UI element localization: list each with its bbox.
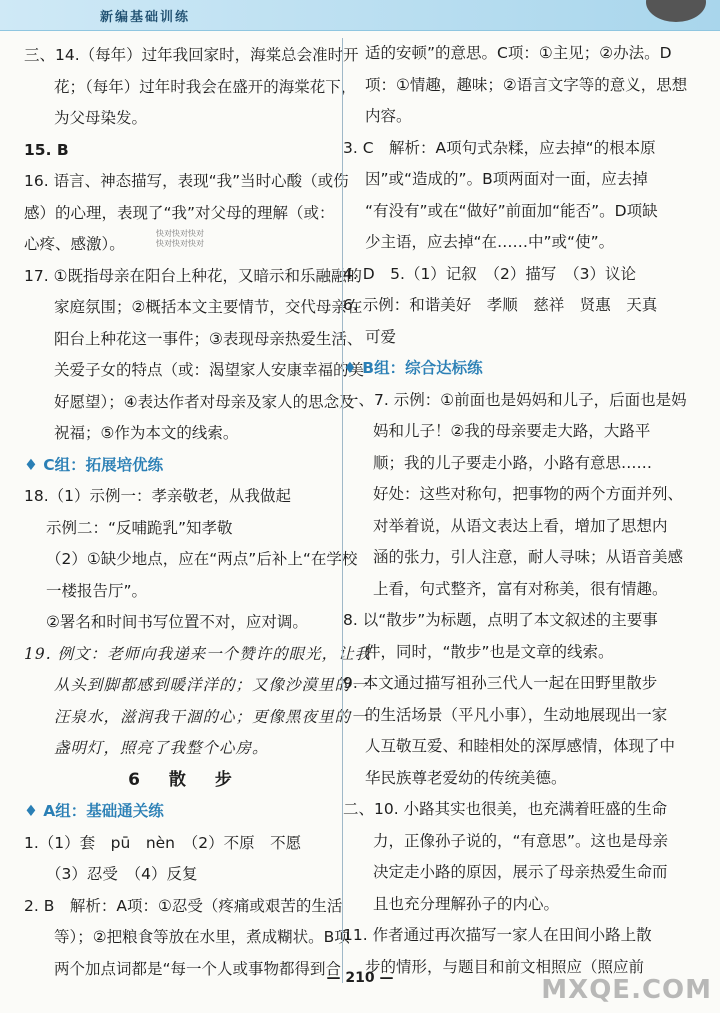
answer-line: 3. C 解析：A项句式杂糅，应去掉“的根本原 [343, 138, 656, 157]
stamp-line: 快对快对快对 [156, 229, 204, 238]
answer-line: 件，同时，“散步”也是文章的线索。 [365, 642, 614, 661]
answer-line: 人互敬互爱、和睦相处的深厚感情，体现了中 [365, 737, 676, 755]
answer-line: 对举着说，从语文表达上看，增加了思想内 [373, 516, 668, 535]
stamp-text [156, 229, 204, 249]
section-heading: ♦ B组：综合达标练 [343, 359, 483, 377]
answer-line: 祝福；⑤作为本文的线索。 [54, 424, 239, 442]
header-title: 新编基础训练 [100, 10, 191, 25]
answer-line: 少主语，应去掉“在……中”或“使”。 [365, 233, 615, 251]
answer-line: 17. ①既指母亲在阳台上种花，又暗示和乐融融的 [24, 266, 362, 285]
answer-line: 花；（每年）过年时我会在盛开的海棠花下， [54, 77, 357, 96]
watermark-text: MXQE.COM [541, 975, 712, 1005]
section-heading: ♦ A组：基础通关练 [24, 802, 164, 820]
answer-line: 华民族尊老爱幼的传统美德。 [365, 768, 567, 787]
answer-line: 4. D 5.（1）记叙 （2）描写 （3）议论 [343, 264, 637, 283]
answer-line: 示例二：“反哺跪乳”知孝敬 [46, 518, 233, 537]
lesson-title: 6 散 步 [128, 769, 238, 790]
answer-line: 好处：这些对称句，把事物的两个方面并列、 [373, 485, 684, 503]
answer-line: （2）①缺少地点，应在“两点”后补上“在学校 [46, 550, 358, 568]
answer-line: 二、10. 小路其实也很美，也充满着旺盛的生命 [343, 800, 668, 818]
answer-line: 盏明灯，照亮了我整个心房。 [54, 739, 269, 757]
answer-line: 19. 例文：老师向我递来一个赞许的眼光，让我 [24, 644, 372, 663]
answer-line: 15. B [24, 140, 69, 159]
stamp-line: 快对快对快对 [156, 239, 204, 248]
answer-line: 且也充分理解孙子的内心。 [373, 894, 560, 913]
page-number: — 210 — [326, 970, 394, 986]
answer-line: （3）忍受 （4）反复 [46, 865, 198, 883]
answer-line: 顺；我的儿子要走小路，小路有意思…… [373, 453, 653, 472]
answer-line: 家庭氛围；②概括本文主要情节，交代母亲在 [54, 298, 363, 316]
answer-line: 阳台上种花这一事件；③表现母亲热爱生活、 [54, 329, 363, 348]
answer-line: 内容。 [365, 107, 412, 125]
corner-decoration [646, 0, 706, 22]
answer-line: 好愿望）；④表达作者对母亲及家人的思念及 [54, 392, 355, 411]
answer-line: 11. 作者通过再次描写一家人在田间小路上散 [343, 926, 652, 944]
answer-line: 从头到脚都感到暖洋洋的；又像沙漠里的一 [54, 676, 368, 694]
answer-line: 8. 以“散步”为标题，点明了本文叙述的主要事 [343, 611, 658, 629]
answer-line: 项：①情趣，趣味；②语言文字等的意义，思想 [365, 75, 688, 94]
answer-line: 6. 示例：和谐美好 孝顺 慈祥 贤惠 天真 [343, 296, 658, 314]
answer-line: 因”或“造成的”。B项两面对一面，应去掉 [365, 170, 648, 188]
answer-line: 上看，句式整齐，富有对称美，很有情趣。 [373, 579, 668, 598]
header-band [0, 0, 720, 31]
answer-line: 心疼、感激）。 [24, 235, 125, 253]
answer-line: 一、7. 示例：①前面也是妈妈和儿子，后面也是妈 [343, 390, 687, 409]
answer-line: 的生活场景（平凡小事），生动地展现出一家 [365, 705, 668, 724]
answer-line: 16. 语言、神态描写，表现“我”当时心酸（或伤 [24, 172, 349, 190]
answer-line: 决定走小路的原因，展示了母亲热爱生命而 [373, 863, 668, 881]
answer-line: 涵的张力，引人注意，耐人寻味；从语音美感 [373, 548, 684, 566]
right-column [342, 38, 688, 983]
answer-line: 适的安顿”的意思。C项：①主见；②办法。D [365, 44, 672, 62]
answer-line: 1.（1）套 pū nèn （2）不原 不愿 [24, 833, 302, 852]
answer-line: 一楼报告厅”。 [46, 581, 148, 600]
answer-line: ②署名和时间书写位置不对，应对调。 [46, 613, 308, 631]
answer-line: 妈和儿子！②我的母亲要走大路，大路平 [373, 422, 651, 440]
answer-line: 9. 本文通过描写祖孙三代人一起在田野里散步 [343, 674, 658, 692]
answer-line: 三、14.（每年）过年我回家时，海棠总会准时开 [24, 46, 359, 64]
answer-line: 两个加点词都是“每一个人或事物都得到合 [54, 959, 342, 978]
answer-line: “有没有”或在“做好”前面加“能否”。D项缺 [365, 201, 658, 220]
answer-line: 关爱子女的特点（或：渴望家人安康幸福的美 [54, 361, 365, 379]
answer-line: 步的情形，与题目和前文相照应（照应前 [365, 957, 645, 976]
section-heading: ♦ C组：拓展培优练 [24, 455, 164, 474]
answer-line: 为父母染发。 [54, 109, 148, 127]
answer-line: 力，正像孙子说的，“有意思”。这也是母亲 [373, 831, 669, 850]
answer-line: 2. B 解析：A项：①忍受（疼痛或艰苦的生活 [24, 896, 343, 915]
answer-line: 感）的心理，表现了“我”对父母的理解（或： [24, 203, 335, 222]
answer-line: 等）；②把粮食等放在水里，煮成糊状。B项 [54, 928, 350, 946]
answer-line: 汪泉水，滋润我干涸的心；更像黑夜里的一 [54, 707, 368, 726]
answer-line: 18.（1）示例一：孝亲敬老，从我做起 [24, 487, 292, 505]
answer-line: 可爱 [365, 327, 397, 346]
